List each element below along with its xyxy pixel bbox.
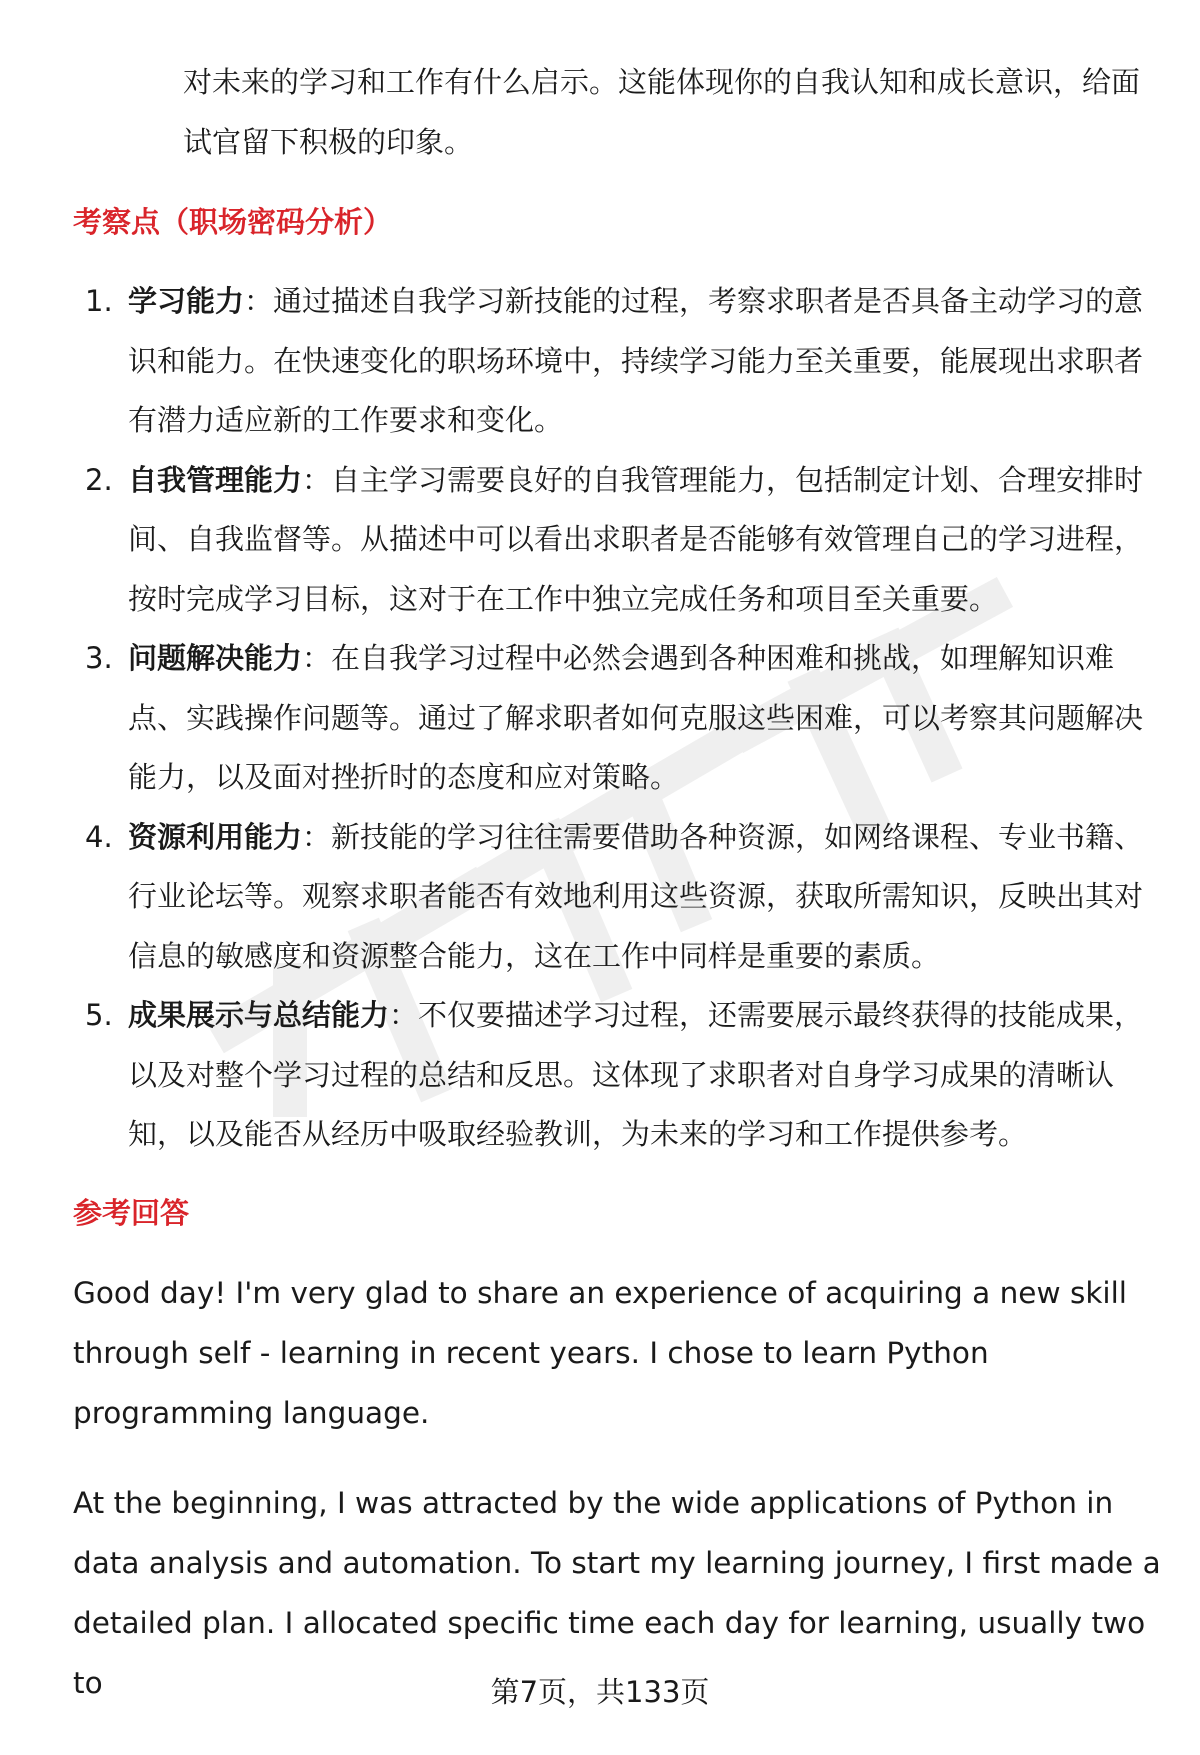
point-separator: ： <box>389 998 419 1032</box>
answer-paragraph: Good day! I'm very glad to share an experience of acquiring a new skill through self - learning in recent years. I chose to learn Python programming language. <box>73 1276 1127 1430</box>
point-text: 通过描述自我学习新技能的过程，考察求职者是否具备主动学习的意识和能力。在快速变化的职场环境中，持续学习能力至关重要，能展现出求职者有潜力适应新的工作要求和变化。 <box>128 284 1144 437</box>
point-title: 问题解决能力 <box>128 641 303 675</box>
answer-paragraph: At the beginning, I was attracted by the wide applications of Python in data analysis and automation. To start my learning journey, I first made a detailed plan. I allocated specific time each day for learning, usually two to <box>73 1486 1161 1700</box>
point-number: 4. <box>85 819 113 854</box>
point-separator: ： <box>302 819 332 854</box>
analysis-point <box>73 629 1153 808</box>
page-number-footer: 第7页，共133页 <box>490 1675 710 1709</box>
point-text: 不仅要描述学习过程，还需要展示最终获得的技能成果，以及对整个学习过程的总结和反思。这体现了求职者对自身学习成果的清晰认知，以及能否从经历中吸取经验教训，为未来的学习和工作提供参考。 <box>128 998 1144 1151</box>
point-title: 自我管理能力 <box>128 462 303 497</box>
point-number: 2. <box>85 462 113 497</box>
point-title: 成果展示与总结能力 <box>128 998 390 1032</box>
point-separator: ： <box>302 462 332 497</box>
analysis-point <box>73 986 1153 1165</box>
reference-answer <box>73 1263 1163 1743</box>
point-title: 学习能力 <box>128 284 245 318</box>
point-text: 在自我学习过程中必然会遇到各种困难和挑战，如理解知识难点、实践操作问题等。通过了解求职者如何克服这些困难，可以考察其问题解决能力，以及面对挫折时的态度和应对策略。 <box>128 641 1144 794</box>
intro-continued-text: 对未来的学习和工作有什么启示。这能体现你的自我认知和成长意识，给面试官留下积极的印象。 <box>183 65 1141 159</box>
section-heading-analysis: 考察点（职场密码分析） <box>73 205 393 239</box>
point-separator: ： <box>244 284 274 318</box>
analysis-point <box>73 272 1153 451</box>
point-text: 新技能的学习往往需要借助各种资源，如网络课程、专业书籍、行业论坛等。观察求职者能否有效地利用这些资源，获取所需知识，反映出其对信息的敏感度和资源整合能力，这在工作中同样是重要的素质。 <box>128 819 1144 973</box>
analysis-point <box>73 808 1153 987</box>
analysis-points-list <box>73 272 1153 1165</box>
point-number: 3. <box>85 641 113 675</box>
point-title: 资源利用能力 <box>128 819 303 854</box>
point-number: 5. <box>85 998 113 1032</box>
point-number: 1. <box>85 284 113 318</box>
point-text: 自主学习需要良好的自我管理能力，包括制定计划、合理安排时间、自我监督等。从描述中可以看出求职者是否能够有效管理自己的学习进程，按时完成学习目标，这对于在工作中独立完成任务和项目至关重要。 <box>128 462 1144 616</box>
analysis-point <box>73 451 1153 630</box>
section-heading-answer: 参考回答 <box>73 1196 190 1230</box>
point-separator: ： <box>302 641 332 675</box>
